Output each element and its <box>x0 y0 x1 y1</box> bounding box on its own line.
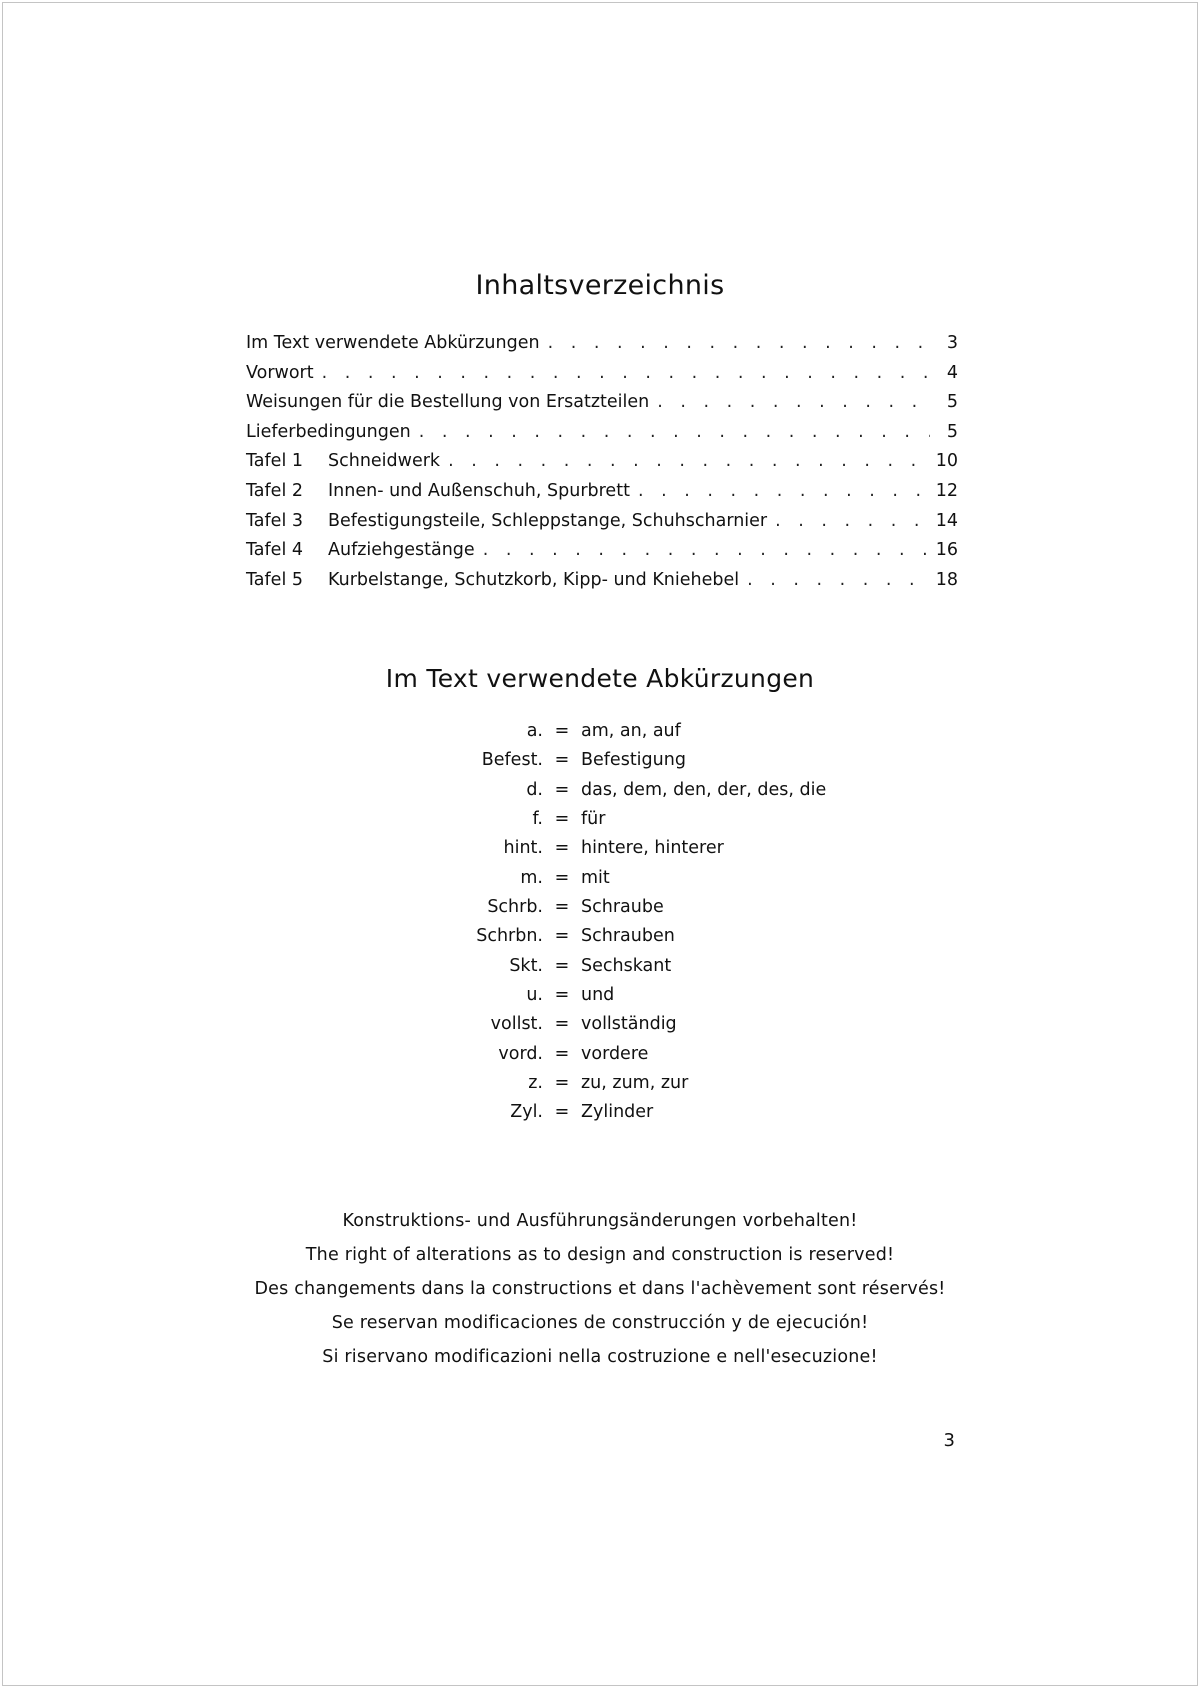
abbreviation: Schrb. <box>487 897 543 918</box>
equals-sign: = <box>554 867 570 888</box>
abbreviation-row <box>440 985 900 1014</box>
abbreviation-meaning: das, dem, den, der, des, die <box>581 779 827 800</box>
abbreviation: vord. <box>498 1043 543 1064</box>
notice-french: Des changements dans la constructions et dans l'achèvement sont réservés! <box>254 1279 946 1299</box>
toc-entry-label: Vorwort <box>246 362 314 383</box>
toc-entry-label: Schneidwerk <box>328 451 441 472</box>
abbreviation-meaning: vollständig <box>581 1014 677 1035</box>
equals-sign: = <box>554 1102 570 1123</box>
abbreviation-row <box>440 780 900 809</box>
abbreviation: Skt. <box>509 955 543 976</box>
toc-entry-page: 3 <box>946 333 958 353</box>
toc-entry-page: 5 <box>946 421 958 442</box>
abbreviation-meaning: Sechskant <box>581 955 672 976</box>
equals-sign: = <box>554 809 570 830</box>
toc-dot-leader <box>638 481 930 501</box>
toc-dot-leader <box>419 422 930 442</box>
abbreviation: a. <box>526 721 543 741</box>
equals-sign: = <box>554 838 570 859</box>
toc-entry <box>246 422 958 452</box>
abbreviation-row <box>440 956 900 985</box>
toc-entry-plate: Tafel 2 <box>246 480 304 501</box>
toc-dot-leader <box>548 333 930 353</box>
notice-spanish: Se reservan modificaciones de construcción y de ejecución! <box>331 1313 869 1333</box>
toc-entry-plate: Tafel 4 <box>246 540 304 561</box>
equals-sign: = <box>554 926 570 947</box>
abbreviation-meaning: Befestigung <box>581 750 686 771</box>
equals-sign: = <box>554 1073 570 1094</box>
toc-dot-leader <box>775 511 930 531</box>
abbreviation: u. <box>526 985 543 1006</box>
abbreviation-row <box>440 1073 900 1102</box>
toc-entry <box>246 363 958 393</box>
equals-sign: = <box>554 750 570 771</box>
abbreviation-meaning: Schraube <box>581 897 664 918</box>
abbreviation: m. <box>520 867 543 888</box>
toc-entry-label: Aufziehgestänge <box>328 540 475 561</box>
abbreviation-row <box>440 897 900 926</box>
toc-entry <box>246 392 958 422</box>
toc-entry <box>246 540 958 570</box>
abbreviation-row <box>440 750 900 779</box>
toc-entry-page: 14 <box>935 510 958 531</box>
abbreviation-meaning: vordere <box>581 1043 649 1064</box>
toc-entry-label: Lieferbedingungen <box>246 421 411 442</box>
abbreviation-row <box>440 809 900 838</box>
abbreviation: Befest. <box>481 750 543 771</box>
abbreviation-meaning: für <box>581 809 606 830</box>
toc-entry-label: Im Text verwendete Abkürzungen <box>246 333 540 353</box>
toc-entry-plate: Tafel 1 <box>246 451 304 472</box>
toc-entry <box>246 511 958 541</box>
abbreviation-row <box>440 1044 900 1073</box>
abbreviation-meaning: und <box>581 985 615 1006</box>
equals-sign: = <box>554 1043 570 1064</box>
abbreviation-row <box>440 868 900 897</box>
toc-entry-label: Weisungen für die Bestellung von Ersatzteilen <box>246 392 650 413</box>
equals-sign: = <box>554 985 570 1006</box>
toc-entry-plate: Tafel 5 <box>246 569 304 590</box>
equals-sign: = <box>554 1014 570 1035</box>
abbreviation-meaning: mit <box>581 867 610 888</box>
toc-entry-page: 16 <box>935 540 958 561</box>
toc-entry-page: 18 <box>935 569 958 590</box>
abbreviations-list <box>440 721 900 1132</box>
abbreviation: vollst. <box>490 1014 543 1035</box>
toc-entry <box>246 333 958 363</box>
abbreviation: d. <box>526 779 543 800</box>
toc-dot-leader <box>747 570 930 590</box>
abbreviation: Zyl. <box>510 1102 543 1123</box>
toc-entry-label: Befestigungsteile, Schleppstange, Schuhscharnier <box>328 510 768 531</box>
abbreviation-row <box>440 1014 900 1043</box>
toc-entry-page: 4 <box>946 362 958 383</box>
toc-entry <box>246 570 958 600</box>
toc-entry <box>246 451 958 481</box>
toc-entry-page: 12 <box>935 480 958 501</box>
reservation-notice <box>0 1211 1200 1381</box>
toc-dot-leader <box>483 540 930 560</box>
abbreviation-meaning: am, an, auf <box>581 721 681 741</box>
toc-dot-leader <box>322 363 930 383</box>
abbreviation: f. <box>532 809 543 830</box>
equals-sign: = <box>554 779 570 800</box>
toc-entry-label: Innen- und Außenschuh, Spurbrett <box>328 480 630 501</box>
abbreviation-meaning: Zylinder <box>581 1102 654 1123</box>
table-of-contents <box>246 333 958 599</box>
notice-german: Konstruktions- und Ausführungsänderungen vorbehalten! <box>342 1211 858 1231</box>
toc-entry-plate: Tafel 3 <box>246 510 304 531</box>
abbreviation-meaning: zu, zum, zur <box>581 1073 689 1094</box>
abbreviation-row <box>440 1102 900 1131</box>
notice-english: The right of alterations as to design and construction is reserved! <box>305 1245 895 1265</box>
abbreviation-meaning: Schrauben <box>581 926 675 947</box>
toc-entry-page: 5 <box>946 392 958 413</box>
page-number: 3 <box>943 1430 955 1451</box>
abbreviation: hint. <box>503 838 543 859</box>
equals-sign: = <box>554 721 570 741</box>
abbreviation-meaning: hintere, hinterer <box>581 838 724 859</box>
toc-dot-leader <box>657 392 930 412</box>
notice-italian: Si riservano modificazioni nella costruzione e nell'esecuzione! <box>322 1347 878 1367</box>
abbreviation-row <box>440 721 900 750</box>
toc-title: Inhaltsverzeichnis <box>475 270 725 301</box>
abbreviation: Schrbn. <box>476 926 543 947</box>
toc-dot-leader <box>448 451 930 471</box>
abbreviation-row <box>440 926 900 955</box>
toc-entry-label: Kurbelstange, Schutzkorb, Kipp- und Kniehebel <box>328 569 740 590</box>
equals-sign: = <box>554 897 570 918</box>
toc-entry <box>246 481 958 511</box>
abbreviation-row <box>440 838 900 867</box>
equals-sign: = <box>554 955 570 976</box>
toc-entry-page: 10 <box>935 451 958 472</box>
abbreviations-title: Im Text verwendete Abkürzungen <box>385 664 815 693</box>
abbreviation: z. <box>528 1073 543 1094</box>
